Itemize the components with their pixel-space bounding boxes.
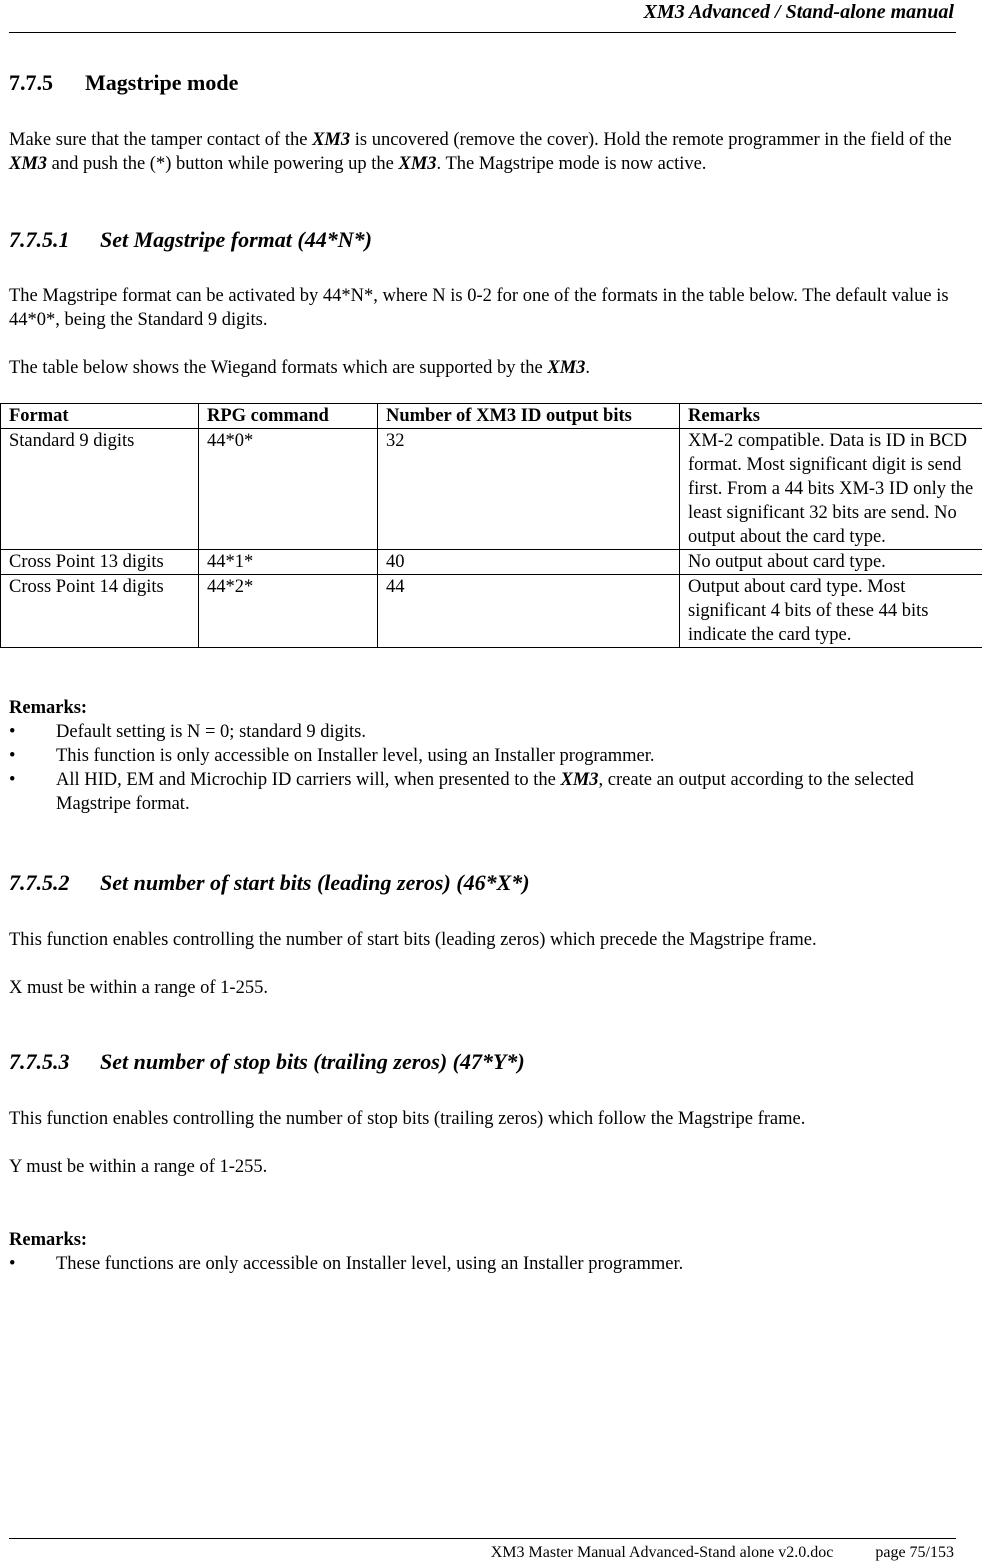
cell-format: Cross Point 13 digits	[1, 550, 199, 575]
footer-filename: XM3 Master Manual Advanced-Stand alone v2.0.doc	[490, 1544, 834, 1561]
sub1-xm3: XM3	[547, 358, 586, 378]
cell-remarks: Output about card type. Most significant 4 bits of these 44 bits indicate the card type.	[680, 575, 982, 648]
cell-output-bits: 32	[378, 429, 680, 550]
section-title: Magstripe mode	[85, 70, 239, 95]
list-item	[9, 768, 964, 816]
table-row	[1, 575, 982, 648]
column-header-rpg-command: RPG command	[199, 404, 378, 429]
sub3-paragraph-1: This function enables controlling the number of stop bits (trailing zeros) which follow the Magstripe frame.	[9, 1109, 806, 1129]
subsection-number-2: 7.7.5.2	[9, 870, 70, 895]
list-item-text: All HID, EM and Microchip ID carriers will, when presented to the	[56, 770, 561, 790]
subsection-number-1: 7.7.5.1	[9, 227, 70, 252]
intro-text-3: and push the (*) button while powering up the	[47, 154, 399, 174]
list-item-text: These functions are only accessible on Installer level, using an Installer programmer.	[56, 1254, 684, 1274]
section-heading	[9, 69, 238, 97]
remarks-list-1	[9, 720, 964, 816]
column-header-format: Format	[1, 404, 199, 429]
cell-rpg-command: 44*2*	[199, 575, 378, 648]
remarks-xm3: XM3	[560, 770, 599, 790]
list-item	[9, 720, 964, 744]
bullet-icon: •	[9, 1254, 16, 1274]
intro-text-4: . The Magstripe mode is now active.	[436, 154, 707, 174]
subsection-title-1: Set Magstripe format (44*N*)	[100, 227, 372, 252]
subsection-number-3: 7.7.5.3	[9, 1049, 70, 1074]
section-number: 7.7.5	[9, 70, 53, 95]
remarks-title-1: Remarks:	[9, 698, 88, 718]
bullet-icon: •	[9, 770, 16, 790]
sub1-paragraph-1: The Magstripe format can be activated by 44*N*, where N is 0-2 for one of the formats in the table below. The default value is 44*0*, being the Standard 9 digits.	[9, 286, 949, 330]
sub2-paragraph-1: This function enables controlling the number of start bits (leading zeros) which precede the Magstripe frame.	[9, 930, 817, 950]
list-item	[9, 1252, 964, 1276]
intro-text-1: Make sure that the tamper contact of the	[9, 130, 313, 150]
list-item-text: This function is only accessible on Installer level, using an Installer programmer.	[56, 746, 655, 766]
subsection-heading-2	[9, 869, 530, 897]
intro-xm3: XM3	[312, 130, 351, 150]
list-item-text: Default setting is N = 0; standard 9 digits.	[56, 722, 366, 742]
cell-output-bits: 44	[378, 575, 680, 648]
sub1-p2-text: The table below shows the Wiegand formats which are supported by the	[9, 358, 548, 378]
cell-remarks: No output about card type.	[680, 550, 982, 575]
remarks-title-2: Remarks:	[9, 1230, 88, 1250]
header-title: XM3 Advanced / Stand-alone manual	[643, 1, 954, 23]
magstripe-format-table	[0, 403, 982, 648]
subsection-title-2: Set number of start bits (leading zeros) (46*X*)	[100, 870, 530, 895]
subsection-heading-3	[9, 1048, 525, 1076]
intro-paragraph	[9, 128, 964, 176]
cell-format: Standard 9 digits	[1, 429, 199, 550]
sub1-p2-end: .	[585, 358, 591, 378]
bullet-icon: •	[9, 746, 16, 766]
list-item-text: , create an output according to the selected Magstripe format.	[56, 770, 914, 814]
intro-xm3: XM3	[398, 154, 437, 174]
subsection-heading-1	[9, 226, 372, 254]
column-header-remarks: Remarks	[680, 404, 982, 429]
cell-output-bits: 40	[378, 550, 680, 575]
sub1-paragraph-2	[9, 356, 964, 380]
subsection-title-3: Set number of stop bits (trailing zeros) (47*Y*)	[100, 1049, 525, 1074]
bullet-icon: •	[9, 722, 16, 742]
table-row	[1, 550, 982, 575]
footer-rule	[9, 1538, 956, 1539]
footer	[491, 1543, 954, 1563]
cell-rpg-command: 44*0*	[199, 429, 378, 550]
table-row	[1, 429, 982, 550]
intro-text-2: is uncovered (remove the cover). Hold the remote programmer in the field of the	[350, 130, 952, 150]
cell-rpg-command: 44*1*	[199, 550, 378, 575]
footer-page-number: page 75/153	[875, 1544, 954, 1561]
header-rule	[9, 32, 956, 33]
table-header-row	[1, 404, 982, 429]
sub2-paragraph-2: X must be within a range of 1-255.	[9, 978, 268, 998]
cell-remarks: XM-2 compatible. Data is ID in BCD format. Most significant digit is send first. From a 44 bits XM-3 ID only the least significant 32 bits are send. No output about the card type.	[680, 429, 982, 550]
column-header-output-bits: Number of XM3 ID output bits	[378, 404, 680, 429]
sub3-paragraph-2: Y must be within a range of 1-255.	[9, 1157, 268, 1177]
remarks-list-2	[9, 1252, 964, 1276]
list-item	[9, 744, 964, 768]
intro-xm3: XM3	[9, 154, 48, 174]
cell-format: Cross Point 14 digits	[1, 575, 199, 648]
